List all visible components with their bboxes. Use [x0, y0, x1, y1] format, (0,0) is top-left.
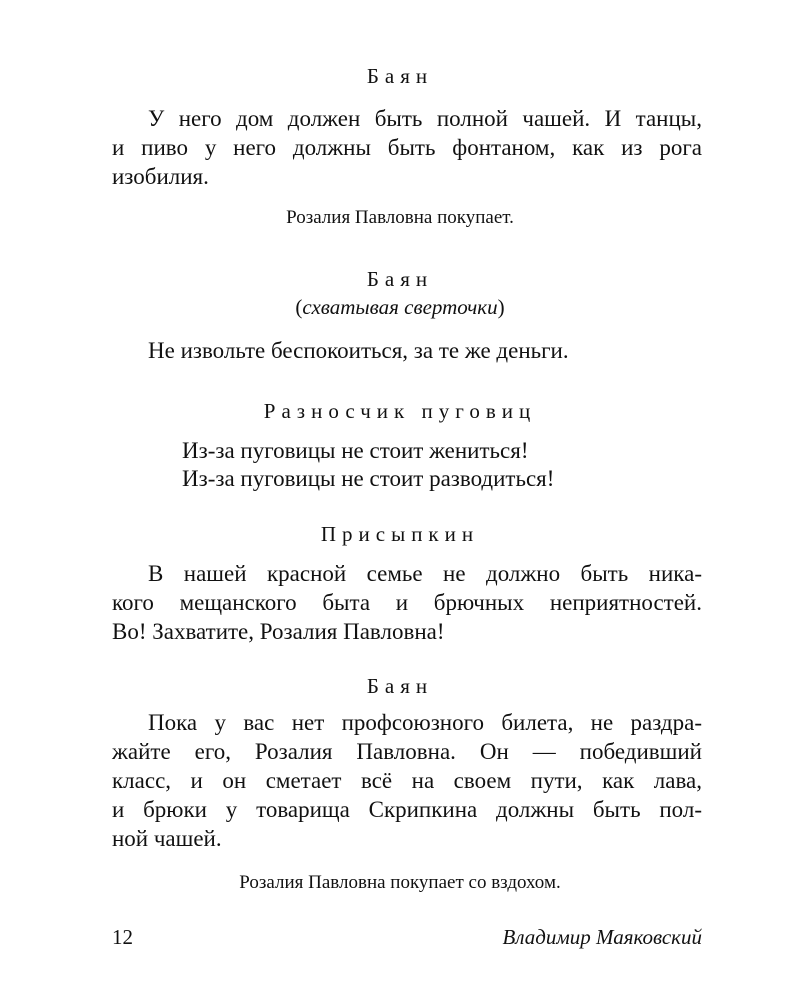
dialogue-line: У него дом должен быть полной чашей. И танцы,: [148, 106, 702, 131]
direction-paren-close: ): [497, 295, 505, 319]
verse-line: Из-за пуговицы не стоит жениться!: [182, 438, 529, 463]
stage-direction: Розалия Павловна покупает.: [286, 207, 514, 228]
dialogue-line: класс, и он сметает всё на своем пути, как лава,: [112, 768, 702, 793]
dialogue-line: кого мещанского быта и брючных неприятностей.: [112, 590, 702, 615]
dialogue-line: В нашей красной семье не должно быть ника-: [148, 561, 702, 586]
direction-paren-open: (: [295, 295, 303, 319]
dialogue-line: ной чашей.: [112, 826, 222, 851]
speaker-name: Присыпкин: [320, 522, 480, 546]
speaker-name: Баян: [366, 267, 434, 291]
running-footer-author: Владимир Маяковский: [502, 925, 702, 949]
direction-text: схватывая сверточки: [302, 295, 498, 319]
speaker-direction: [0, 295, 800, 320]
speaker-name: Баян: [366, 674, 434, 698]
dialogue-line: и брюки у товарища Скрипкина должны быть пол-: [112, 797, 702, 822]
stage-direction: Розалия Павловна покупает со вздохом.: [239, 872, 561, 893]
dialogue-line: изобилия.: [112, 164, 209, 189]
speaker-name: Баян: [366, 64, 434, 88]
dialogue-line: Во! Захватите, Розалия Павловна!: [112, 619, 445, 644]
dialogue-line: Не извольте беспокоиться, за те же деньги.: [148, 338, 569, 363]
dialogue-line: Пока у вас нет профсоюзного билета, не раздра-: [148, 710, 702, 735]
page-number: 12: [112, 925, 133, 949]
dialogue-line: и пиво у него должны быть фонтаном, как из рога: [112, 135, 702, 160]
speaker-name: Разносчик пуговиц: [263, 399, 537, 423]
verse-line: Из-за пуговицы не стоит разводиться!: [182, 466, 555, 491]
dialogue-line: жайте его, Розалия Павловна. Он — победивший: [112, 739, 702, 764]
